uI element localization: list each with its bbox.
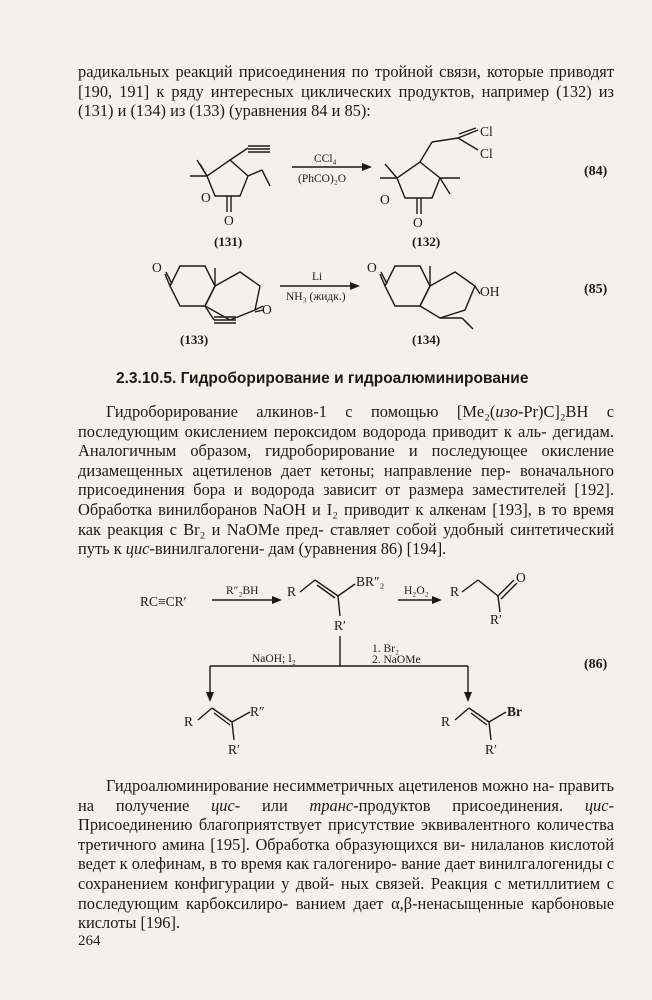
atom-alk-r: R	[184, 714, 194, 729]
ketone-structure	[462, 580, 517, 612]
hb-line-8b: -винилгалогени-	[149, 539, 265, 559]
atom-ket-o: O	[516, 570, 526, 585]
arrowhead-oxidation	[432, 596, 442, 604]
section-heading: 2.3.10.5. Гидроборирование и гидроалюминирование	[116, 370, 529, 387]
hb-line-1a: Гидроборирование алкинов-1 с помощью [Me₂(	[106, 402, 496, 421]
ha-line: ных связей. Реакция с метиллитием с последующим карбоксилиро-	[78, 873, 614, 913]
atom-o-right-133: O	[262, 302, 272, 317]
atom-o-carbonyl-131: O	[224, 213, 234, 228]
equation-number-84: (84)	[584, 164, 608, 179]
ha-cis: цис	[211, 795, 235, 815]
atom-vbr-r: R	[441, 714, 451, 729]
hb-cis: цис	[125, 539, 150, 559]
atom-ket-r: R	[450, 584, 460, 599]
equation-85-scheme	[0, 252, 652, 352]
reagent-ccl4: CCl₄	[314, 153, 337, 165]
atom-alk-rprime: R′	[228, 742, 240, 757]
reagent-lithium: Li	[312, 271, 323, 283]
atom-vbr-br: Br	[507, 704, 522, 719]
atom-vb-br2: BR″₂	[356, 574, 385, 589]
intro-line: радикальных реакций присоединения по тройной связи, которые	[78, 62, 544, 81]
reagent-borane: R″₂BH	[226, 585, 259, 597]
page-number: 264	[78, 933, 101, 949]
ha-line: количества третичного амина [195]. Обработка образующихся ви-	[78, 815, 614, 854]
alkene-structure	[198, 708, 250, 740]
arrowhead-branch-left	[206, 692, 214, 702]
ha-line: Гидроалюминирование несимметричных ацетиленов можно на-	[106, 776, 555, 795]
hb-line-8a: ставляет собой удобный синтетический путь к	[78, 519, 614, 559]
arrowhead-branch-right	[464, 692, 472, 702]
compound-label-133: (133)	[180, 332, 209, 347]
alkyne-start: RC≡CR′	[140, 594, 187, 609]
compound-132-structure	[380, 128, 478, 214]
atom-cl-1: Cl	[480, 124, 493, 139]
hb-iso: изо	[495, 402, 518, 421]
equation-number-86: (86)	[584, 657, 608, 672]
atom-oh: OH	[480, 284, 500, 299]
reagent-iodination: NaOH; I₂	[252, 653, 296, 665]
compound-label-134: (134)	[412, 332, 441, 347]
hb-line: окисление дизамещенных ацетиленов дает кетоны; направление пер-	[78, 441, 614, 480]
reagent-bromination-2: 2. NaOMe	[372, 654, 421, 666]
vinyl-bromide-structure	[455, 708, 506, 740]
ha-trans: транс	[309, 795, 354, 815]
hb-line: дегидам. Аналогичным образом, гидроборирование и последующее	[78, 421, 614, 461]
hb-line: заместителей [192]. Обработка винилборанов NaOH и I₂ приводит	[78, 480, 614, 519]
atom-vb-rprime: R′	[334, 618, 346, 633]
arrowhead-84	[362, 163, 372, 171]
ha-line-2b: - или	[234, 795, 310, 815]
reagent-initiator: (PhCO)₂O	[298, 173, 347, 185]
reagent-bromination-1: 1. Br₂	[372, 643, 400, 655]
ha-line-2c: -продуктов присоединения.	[353, 795, 564, 815]
atom-o-ring-131: O	[201, 190, 211, 205]
hydroalumination-paragraph	[78, 776, 614, 933]
hb-line-1b: -Pr)C]₂BH	[517, 402, 589, 421]
atom-vb-r: R	[287, 584, 297, 599]
atom-cl-2: Cl	[480, 146, 493, 161]
hb-line: дам (уравнения 86) [194].	[268, 539, 447, 559]
hydroboration-paragraph	[78, 402, 614, 559]
equation-number-85: (85)	[584, 282, 608, 297]
reagent-ammonia: NH₃ (жидк.)	[286, 291, 346, 303]
atom-o-left-133: O	[152, 260, 162, 275]
atom-ket-rprime: R′	[490, 612, 502, 627]
atom-o-carbonyl-132: O	[413, 215, 423, 230]
atom-vbr-rprime: R′	[485, 742, 497, 757]
vinylborane-structure	[300, 580, 355, 616]
compound-134-structure	[380, 266, 480, 329]
ha-line: нилаланов кислотой ведет к олефинам, в то время как галогениро-	[78, 834, 614, 874]
ha-line-2a: править на получение	[78, 776, 614, 815]
atom-o-left-134: O	[367, 260, 377, 275]
arrowhead-85	[350, 282, 360, 290]
ha-line: вание дает винилгалогениды с сохранением конфигурации у двой-	[78, 854, 614, 893]
compound-label-132: (132)	[412, 234, 441, 249]
arrowhead-hydroboration	[272, 596, 282, 604]
ha-line: ванием дает α,β-ненасыщенные карбоновые кислоты [196].	[78, 893, 614, 933]
equation-86-scheme	[0, 566, 652, 766]
compound-133-structure	[165, 266, 263, 323]
atom-o-ring-132: O	[380, 192, 390, 207]
hb-line: с последующим окислением пероксидом водорода приводит к аль-	[78, 402, 614, 441]
atom-alk-rdoubleprime: R″	[250, 704, 265, 719]
compound-label-131: (131)	[214, 234, 243, 249]
intro-paragraph	[78, 62, 614, 121]
hb-line: воначального присоединения бора и водорода зависит от размера	[78, 460, 614, 500]
ha-cis-2: цис	[584, 795, 609, 815]
hb-line: к алкенам [193], в то время как реакция с Br₂ и NaOMe пред-	[78, 499, 614, 539]
reagent-peroxide: H₂O₂	[404, 585, 429, 597]
intro-line: например (132) из (131) и (134) из (133) (уравнения 84 и 85):	[78, 81, 614, 121]
ha-line-3b: -Присоединению благоприятствует присутствие эквивалентного	[78, 795, 614, 835]
intro-line: приводят [190, 191] к ряду интересных циклических продуктов,	[78, 62, 614, 101]
equation-84-scheme	[0, 120, 652, 249]
